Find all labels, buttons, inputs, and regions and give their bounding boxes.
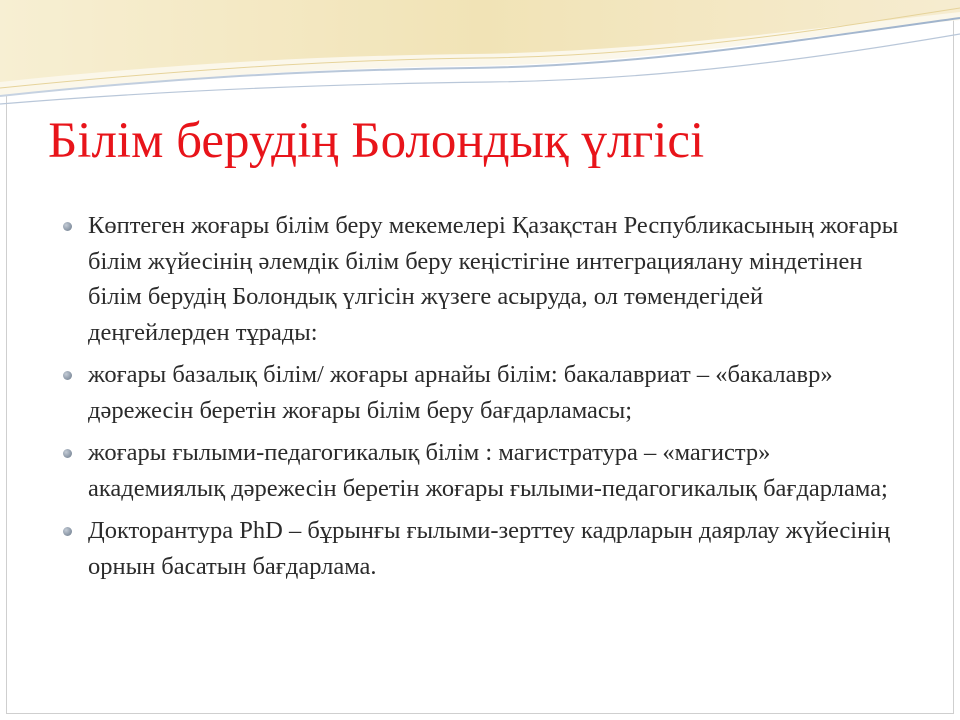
bullet-item [58,435,908,506]
bullet-dot-icon [63,449,72,458]
bullet-dot-icon [63,371,72,380]
bullet-text: жоғары базалық білім/ жоғары арнайы білім: бакалавриат – «бакалавр» дәрежесін беретін жоғары білім беру бағдарламасы; [88,361,833,424]
bullet-list [58,208,908,591]
bullet-dot-icon [63,527,72,536]
bullet-text: жоғары ғылыми-педагогикалық білім : магистратура – «магистр» академиялық дәрежесін беретін жоғары ғылыми-педагогикалық бағдарлама; [88,439,888,502]
slide-title: Білім берудің Болондық үлгісі [48,113,705,169]
bullet-text: Көптеген жоғары білім беру мекемелері Қазақстан Республикасының жоғары білім жүйесінің әлемдік білім беру кеңістігіне интеграциялану міндетінен білім берудің Болондық үлгісін жүзеге асыруда, ол төмендегідей деңгейлерден тұрады: [88,212,899,346]
bullet-text: Докторантура PhD – бұрынғы ғылыми-зерттеу кадрларын даярлау жүйесінің орнын басатын бағдарлама. [88,517,891,580]
bullet-item [58,513,908,584]
bullet-item [58,208,908,350]
bullet-dot-icon [63,222,72,231]
bullet-item [58,357,908,428]
